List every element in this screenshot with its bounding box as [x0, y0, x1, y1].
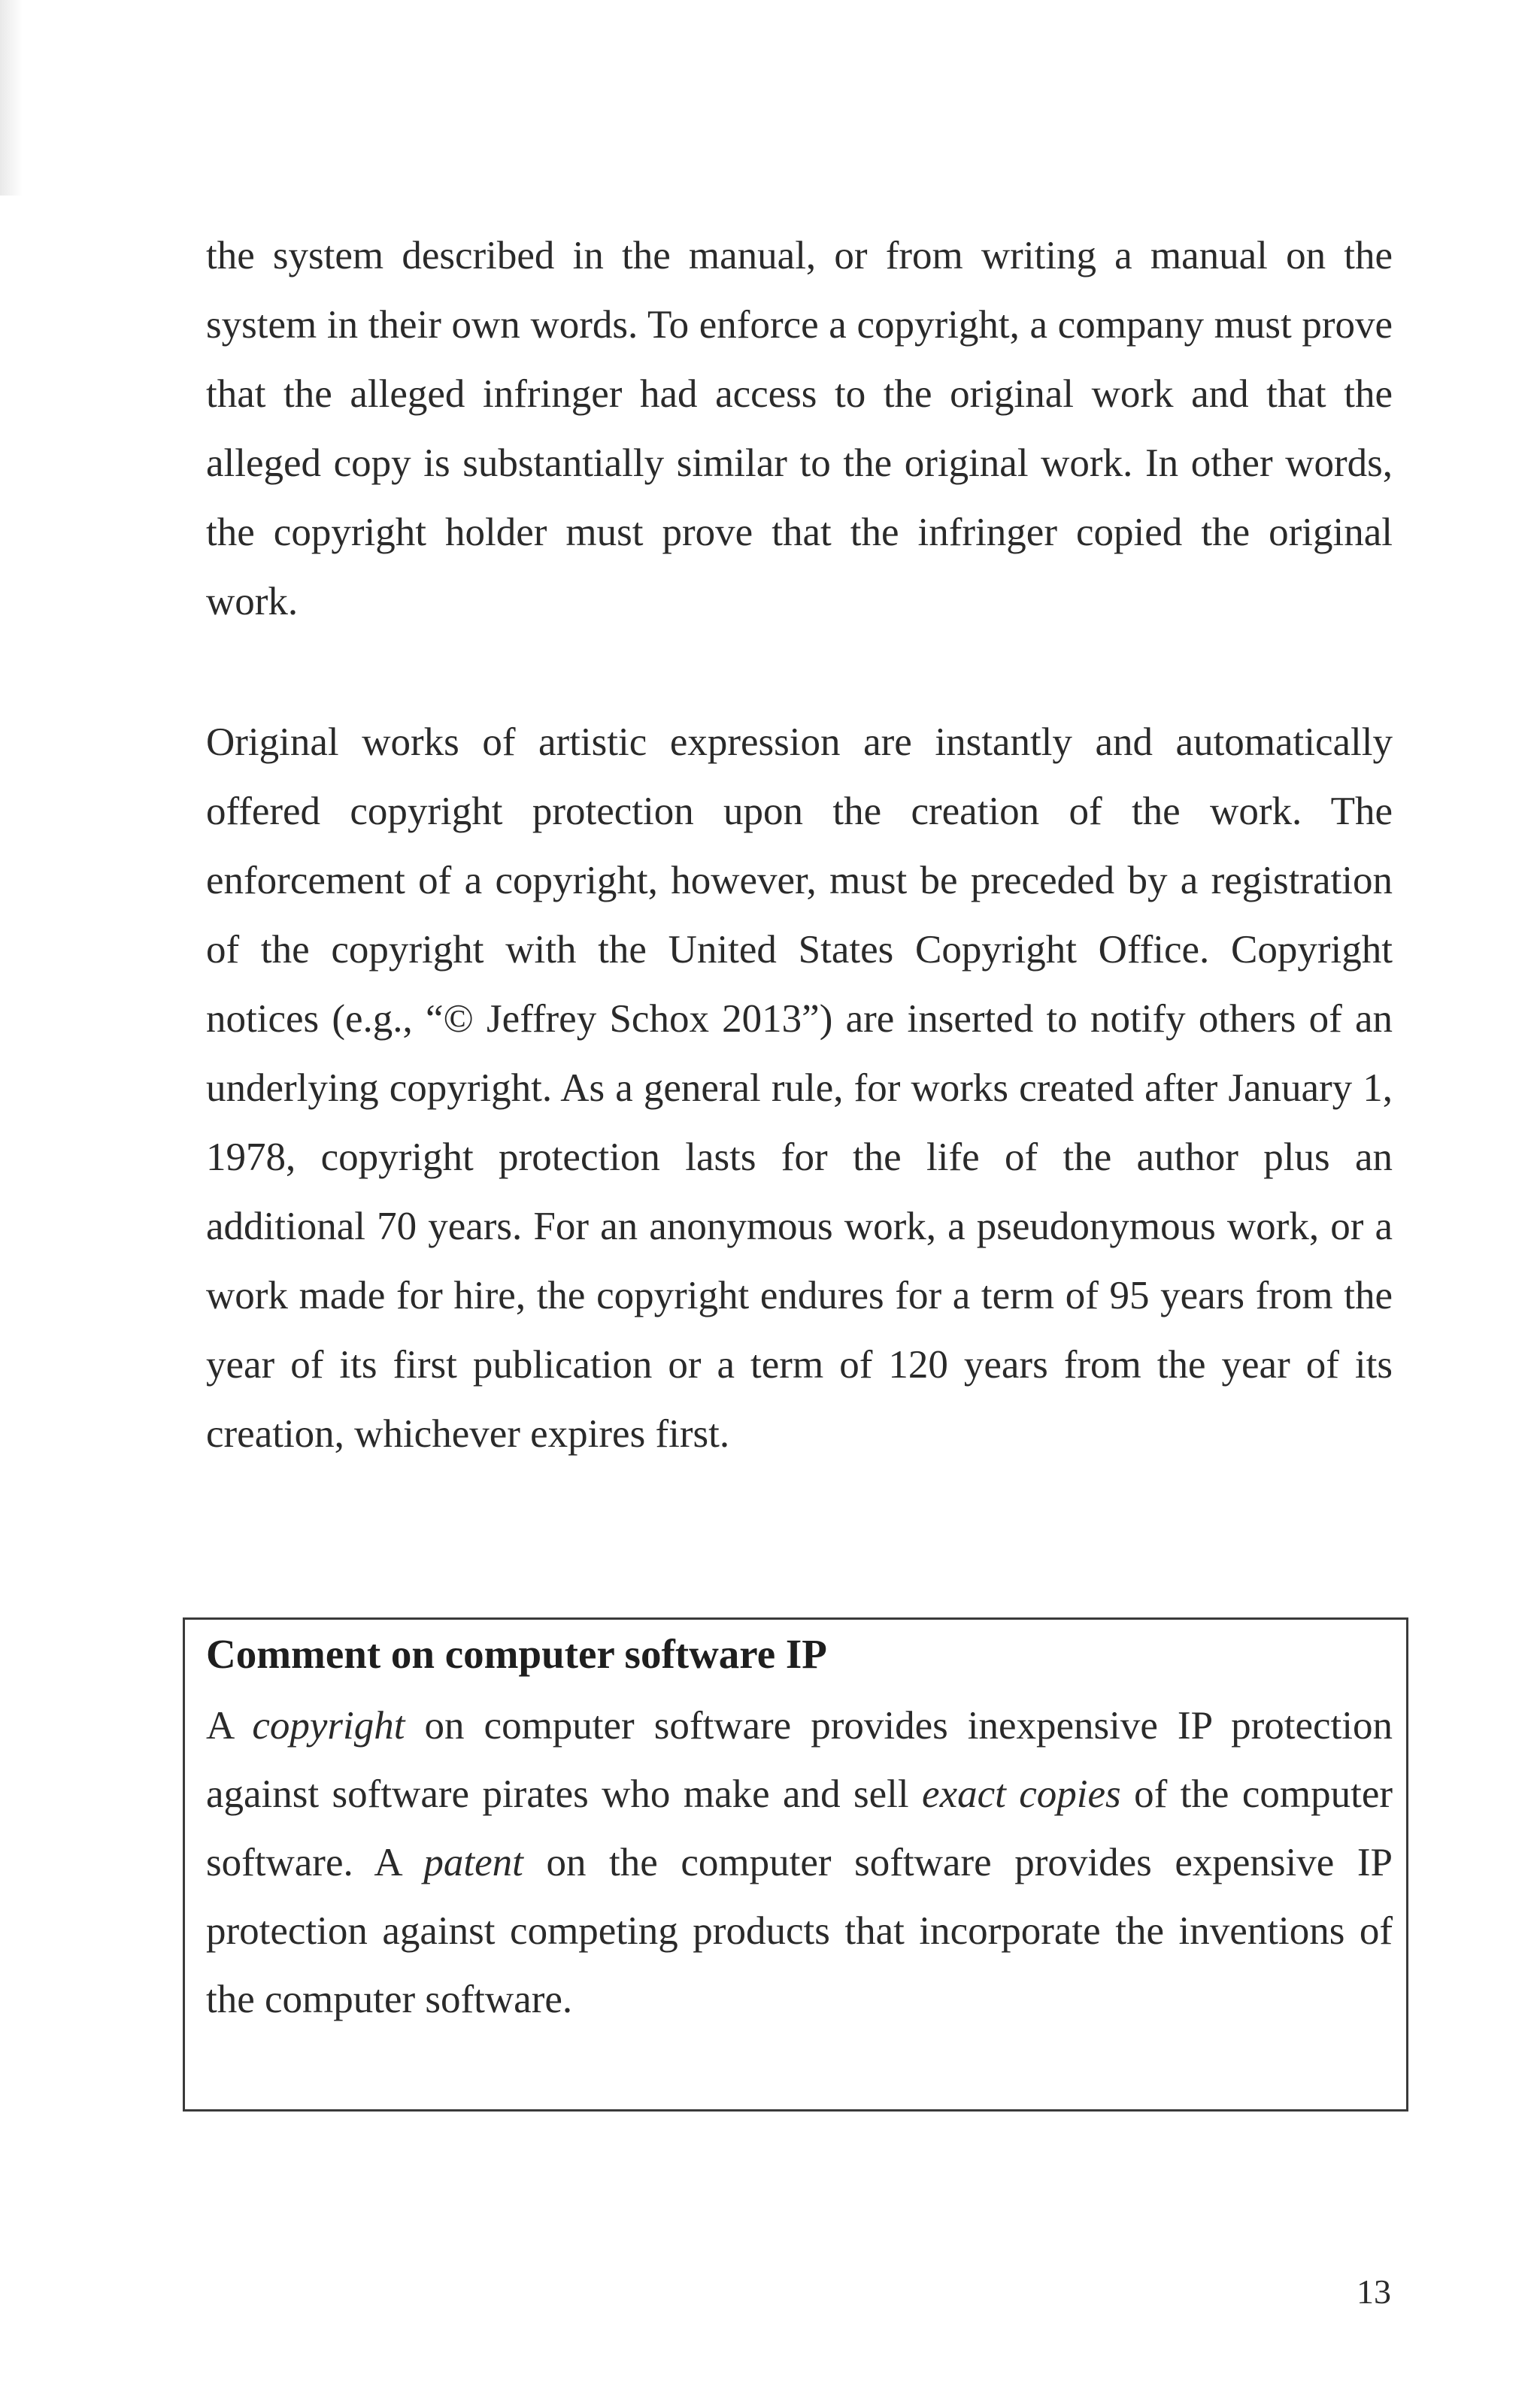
- emphasis-exact-copies: exact copies: [922, 1772, 1121, 1816]
- comment-box-title: Comment on computer software IP: [206, 1631, 827, 1677]
- comment-text-segment: on computer software provides inexpensive IP protection against software pirates who make and sell: [206, 1704, 1393, 1816]
- page-number: 13: [1357, 2272, 1391, 2311]
- emphasis-patent: patent: [423, 1841, 523, 1884]
- body-paragraph-2: Original works of artistic expression are instantly and automatically offered copyright protection upon the creation of the work. The enforcement of a copyright, however, must be preceded by a registration of the copyright with the United States Copyright Office. Copyright notices (e.g., “© Jeffrey Schox 2013”) are inserted to notify others of an underlying copyright. As a general rule, for works created after January 1, 1978, copyright protection lasts for the life of the author plus an additional 70 years. For an anonymous work, a pseudonymous work, or a work made for hire, the copyright endures for a term of 95 years from the year of its first publication or a term of 120 years from the year of its creation, whichever expires first.: [206, 720, 1393, 1456]
- body-paragraph-1: the system described in the manual, or from writing a manual on the system in their own words. To enforce a copyright, a company must prove that the alleged infringer had access to the original work and that the alleged copy is substantially similar to the original work. In other words, the copyright holder must prove that the infringer copied the original work.: [206, 234, 1393, 623]
- emphasis-copyright: copyright: [252, 1704, 405, 1748]
- comment-text-segment: on the computer software provides expensive IP protection against competing products that incorporate the inventions of the computer software.: [206, 1841, 1393, 2021]
- comment-box-text: [206, 1692, 1393, 2034]
- comment-text-segment: A: [206, 1704, 253, 1748]
- comment-box: [183, 1617, 1408, 2112]
- binding-shadow: [0, 0, 23, 196]
- comment-text-segment: of the computer software. A: [206, 1772, 1393, 1884]
